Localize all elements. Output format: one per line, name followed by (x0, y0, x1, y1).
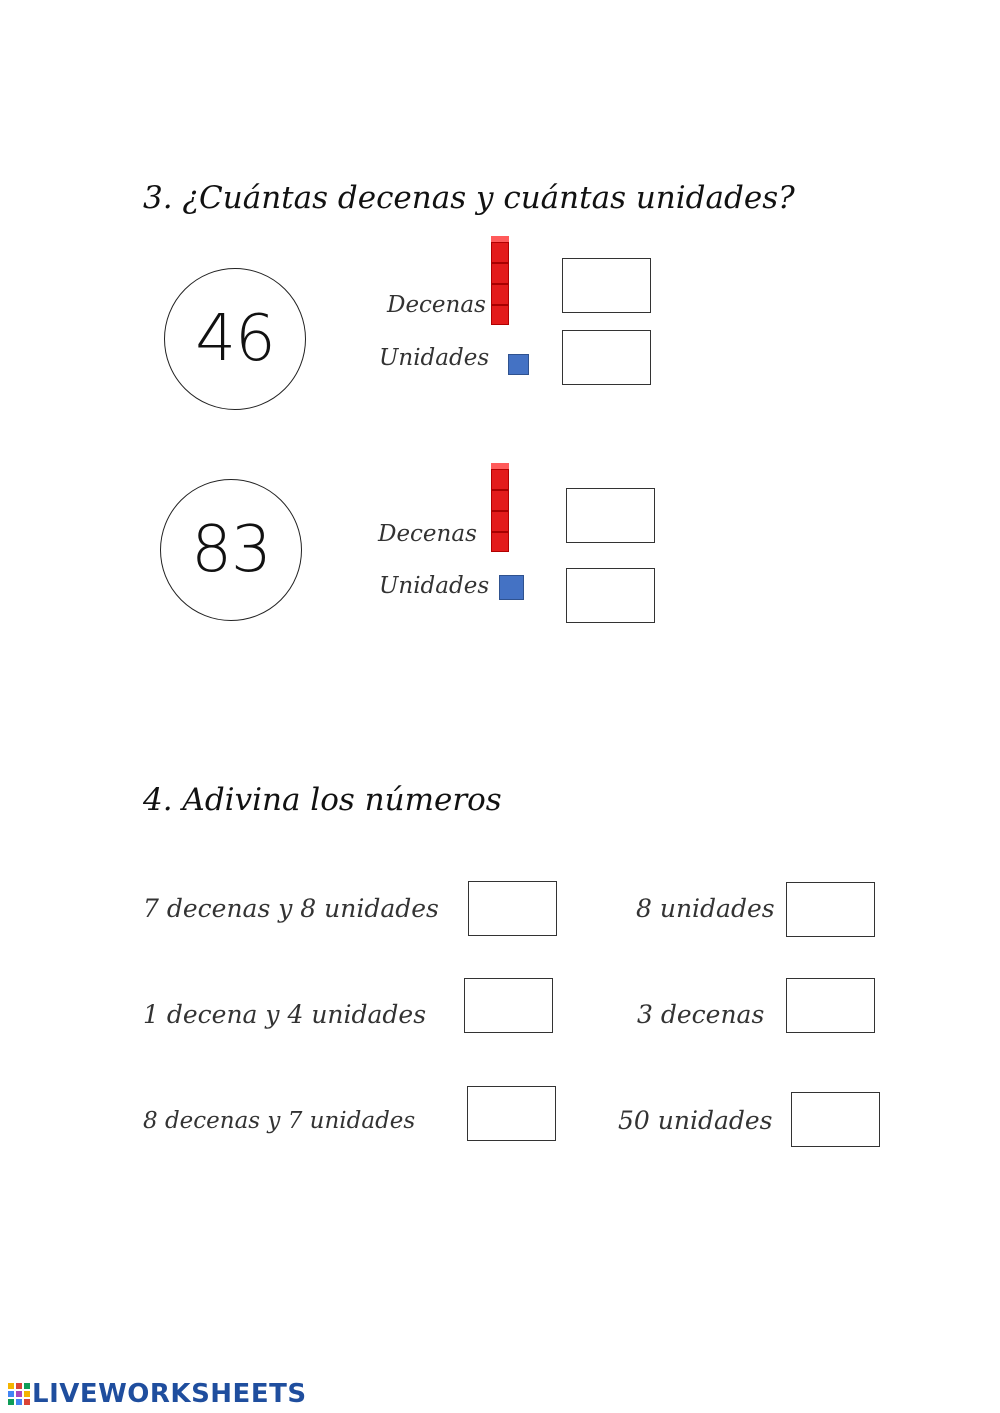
section-4-title: 4. Adivina los números (143, 782, 502, 818)
tens-label: Decenas (387, 292, 486, 318)
tens-answer-box[interactable] (566, 488, 655, 543)
circle-number: 83 (191, 513, 271, 587)
answer-box[interactable] (468, 881, 557, 936)
answer-box[interactable] (467, 1086, 556, 1141)
tens-label: Decenas (378, 521, 477, 547)
liveworksheets-logo-icon (8, 1383, 30, 1405)
question-text: 3 decenas (637, 1000, 765, 1029)
answer-box[interactable] (791, 1092, 880, 1147)
answer-box[interactable] (786, 882, 875, 937)
ten-rod-icon (491, 236, 509, 325)
tens-answer-box[interactable] (562, 258, 651, 313)
question-text: 8 decenas y 7 unidades (143, 1108, 416, 1134)
answer-box[interactable] (464, 978, 553, 1033)
units-label: Unidades (379, 345, 490, 371)
units-label: Unidades (379, 573, 490, 599)
unit-cube-icon (508, 354, 529, 375)
unit-cube-icon (499, 575, 524, 600)
ten-rod-icon (491, 463, 509, 552)
footer-brand[interactable]: LIVEWORKSHEETS (32, 1379, 307, 1409)
units-answer-box[interactable] (566, 568, 655, 623)
units-answer-box[interactable] (562, 330, 651, 385)
number-circle-46 (164, 268, 306, 410)
question-text: 50 unidades (618, 1106, 773, 1135)
question-text: 7 decenas y 8 unidades (143, 894, 439, 923)
circle-number: 46 (195, 302, 275, 376)
answer-box[interactable] (786, 978, 875, 1033)
section-3-title: 3. ¿Cuántas decenas y cuántas unidades? (143, 180, 795, 216)
question-text: 1 decena y 4 unidades (143, 1000, 427, 1029)
question-text: 8 unidades (636, 894, 775, 923)
number-circle-83 (160, 479, 302, 621)
